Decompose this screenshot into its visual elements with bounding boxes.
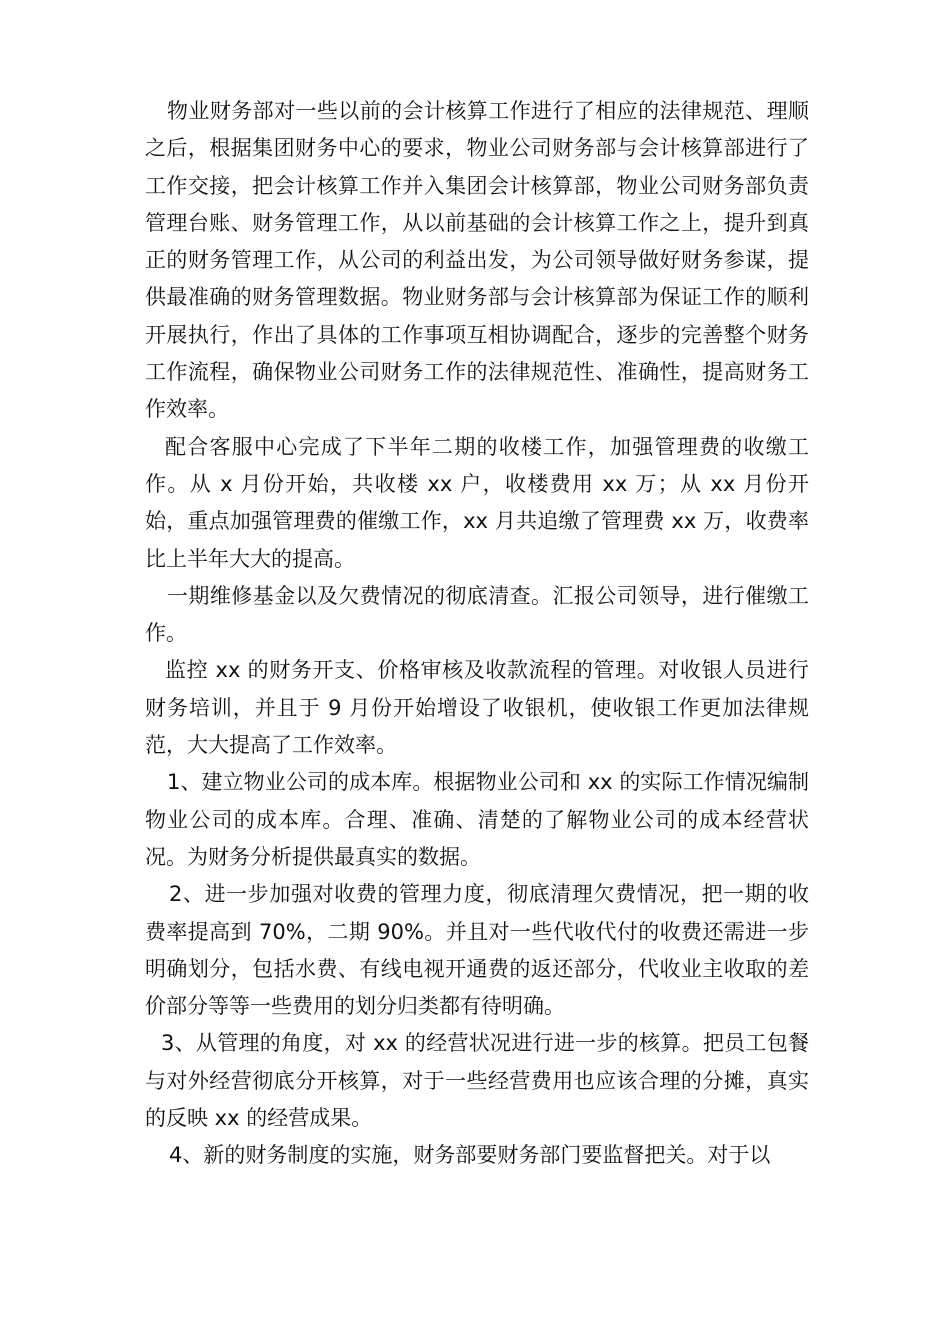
paragraph-maintenance-fund-audit: 一期维修基金以及欠费情况的彻底清查。汇报公司领导，进行催缴工作。 [145,583,809,646]
document-body [145,93,809,1175]
paragraph-item-2-fee-management: 2、进一步加强对收费的管理力度，彻底清理欠费情况，把一期的收费率提高到 70%，二期 90%。并且对一些代收代付的收费还需进一步明确划分，包括水费、有线电视开通费的返还部分，代收业主收取的差价部分等等一些费用的划分归类都有待明确。 [145,882,809,1019]
paragraph-financial-management: 物业财务部对一些以前的会计核算工作进行了相应的法律规范、理顺之后，根据集团财务中心的要求，物业公司财务部与会计核算部进行了工作交接，把会计核算工作并入集团会计核算部，物业公司财务部负责管理台账、财务管理工作，从以前基础的会计核算工作之上，提升到真正的财务管理工作，从公司的利益出发，为公司领导做好财务参谋，提供最准确的财务管理数据。物业财务部与会计核算部为保证工作的顺利开展执行，作出了具体的工作事项互相协调配合，逐步的完善整个财务工作流程，确保物业公司财务工作的法律规范性、准确性，提高财务工作效率。 [145,99,809,422]
paragraph-item-3-operation-accounting: 3、从管理的角度，对 xx 的经营状况进行进一步的核算。把员工包餐与对外经营彻底分开核算，对于一些经营费用也应该合理的分摊，真实的反映 xx 的经营成果。 [145,1031,809,1131]
paragraph-item-1-cost-database: 1、建立物业公司的成本库。根据物业公司和 xx 的实际工作情况编制物业公司的成本库。合理、准确、清楚的了解物业公司的成本经营状况。为财务分析提供最真实的数据。 [145,770,809,869]
paragraph-expense-monitoring: 监控 xx 的财务开支、价格审核及收款流程的管理。对收银人员进行财务培训，并且于 9 月份开始增设了收银机，使收银工作更加法律规范，大大提高了工作效率。 [145,658,809,758]
paragraph-item-4-new-finance-policy: 4、新的财务制度的实施，财务部要财务部门要监督把关。对于以 [169,1143,771,1168]
paragraph-property-handover-collection: 配合客服中心完成了下半年二期的收楼工作，加强管理费的收缴工作。从 x 月份开始，共收楼 xx 户，收楼费用 xx 万；从 xx 月份开始，重点加强管理费的催缴工作，xx 月共追缴了管理费 xx 万，收费率比上半年大大的提高。 [145,434,809,571]
